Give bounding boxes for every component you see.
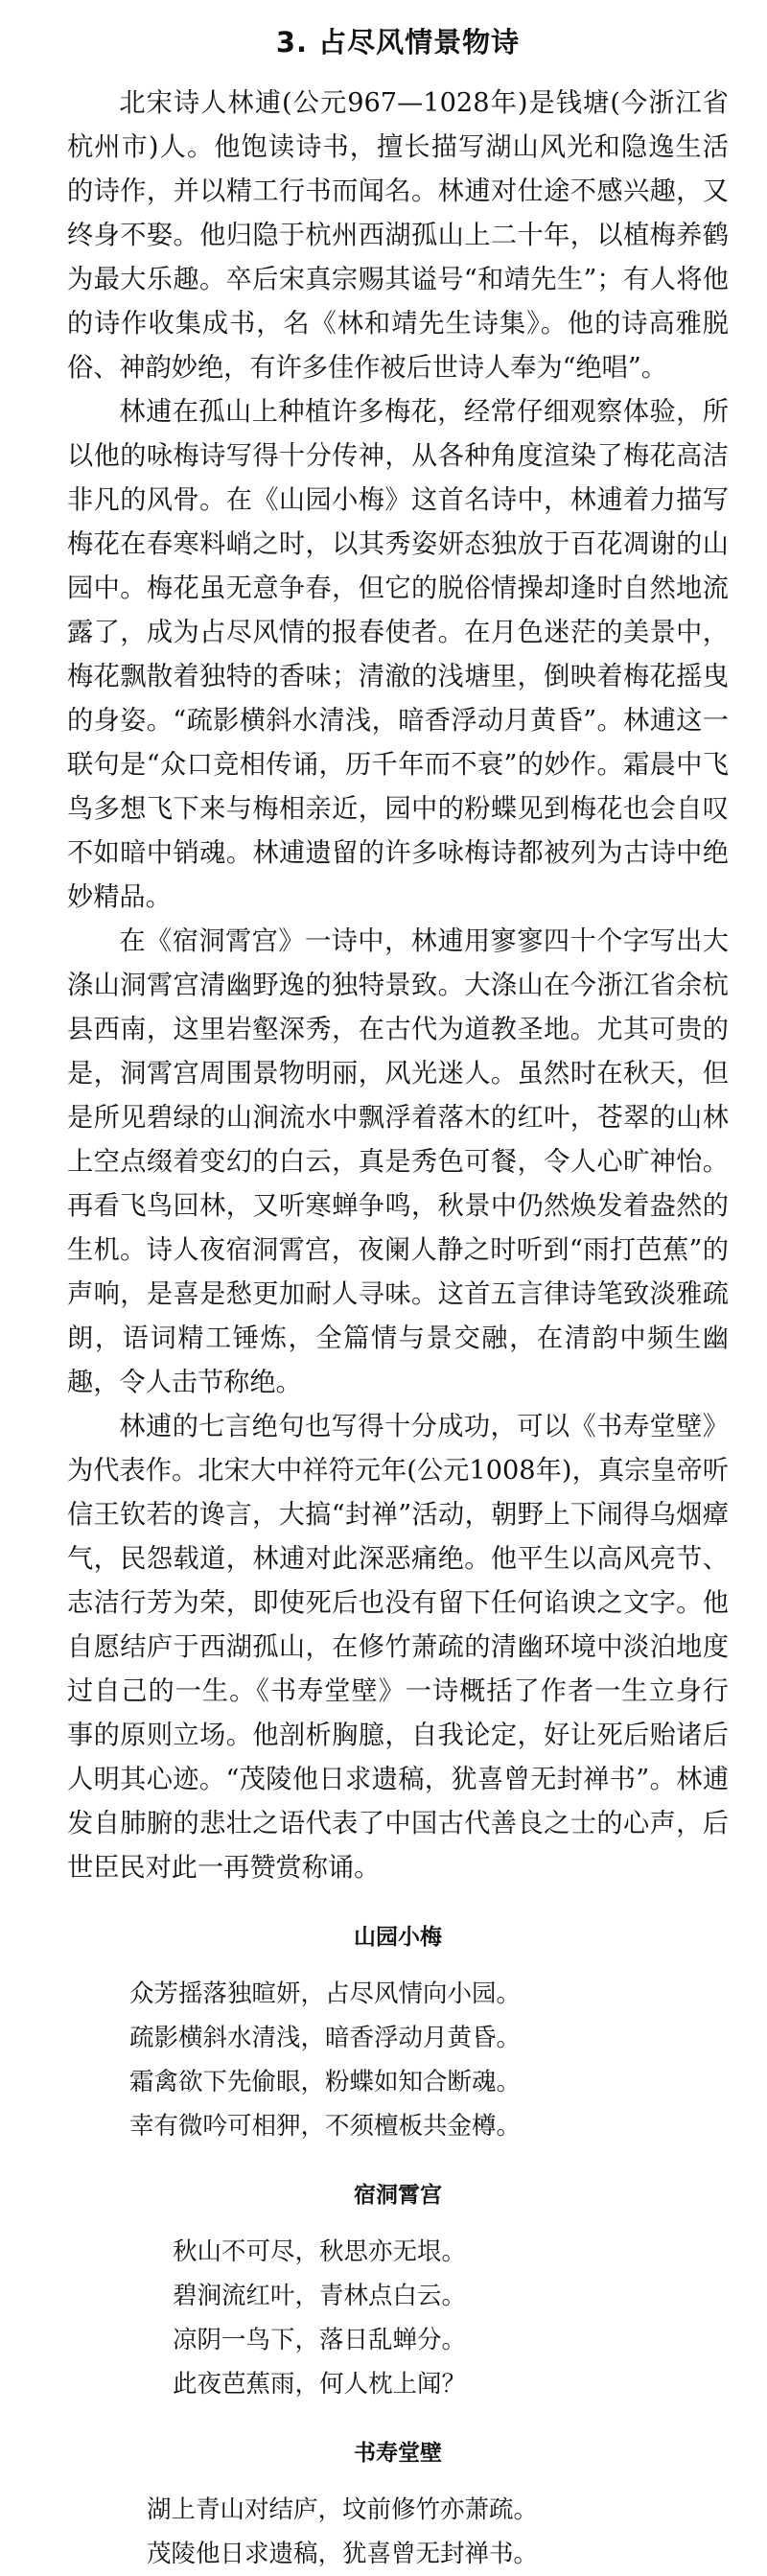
poem-shu-shou-tang-bi: [67, 2435, 729, 2576]
poem-title: 山园小梅: [354, 1925, 442, 1950]
poem-line: 此夜芭蕉雨，何人枕上闻？: [173, 2370, 467, 2399]
poem-su-dong-xiao-gong: [67, 2177, 729, 2406]
poem-line: 秋山不可尽，秋思亦无垠。: [173, 2237, 467, 2266]
section-title: 3. 占尽风情景物诗: [275, 26, 521, 59]
poem-line: 众芳摇落独暄妍，占尽风情向小园。: [129, 1979, 522, 2008]
document-page: [67, 0, 729, 2576]
paragraph-dongxiao-palace: 在《宿洞霄宫》一诗中，林逋用寥寥四十个字写出大涤山洞霄宫清幽野逸的独特景致。大涤山在今浙江省余杭县西南，这里岩壑深秀，在古代为道教圣地。尤其可贵的是，洞霄宫周围景物明丽，风光迷人。虽然时在秋天，但是所见碧绿的山涧流水中飘浮着落木的红叶，苍翠的山林上空点缀着变幻的白云，真是秀色可餐，令人心旷神怡。再看飞鸟回林，又听寒蝉争鸣，秋景中仍然焕发着盎然的生机。诗人夜宿洞霄宫，夜阑人静之时听到“雨打芭蕉”的声响，是喜是愁更加耐人寻味。这首五言律诗笔致淡雅疏朗，语词精工锤炼，全篇情与景交融，在清韵中频生幽趣，令人击节称绝。: [67, 926, 729, 1397]
poem-title: 宿洞霄宫: [354, 2183, 442, 2208]
poem-title: 书寿堂壁: [354, 2441, 442, 2466]
poem-line: 碧涧流红叶，青林点白云。: [173, 2282, 467, 2310]
paragraph-plum-poems: 林逋在孤山上种植许多梅花，经常仔细观察体验，所以他的咏梅诗写得十分传神，从各种角度渲染了梅花高洁非凡的风骨。在《山园小梅》这首名诗中，林逋着力描写梅花在春寒料峭之时，以其秀姿妍态独放于百花凋谢的山园中。梅花虽无意争春，但它的脱俗情操却逢时自然地流露了，成为占尽风情的报春使者。在月色迷茫的美景中，梅花飘散着独特的香味；清澈的浅塘里，倒映着梅花摇曳的身姿。“疏影横斜水清浅，暗香浮动月黄昏”。林逋这一联句是“众口竞相传诵，历千年而不衰”的妙作。霜晨中飞鸟多想飞下来与梅相亲近，园中的粉蝶见到梅花也会自叹不如暗中销魂。林逋遗留的许多咏梅诗都被列为古诗中绝妙精品。: [67, 397, 729, 912]
poem-body: [67, 1972, 729, 2148]
poem-line: 湖上青山对结庐，坟前修竹亦萧疏。: [147, 2495, 539, 2524]
poem-line: 茂陵他日求遗稿，犹喜曾无封禅书。: [147, 2540, 539, 2568]
poem-body: [67, 2488, 729, 2576]
poem-line: 霜禽欲下先偷眼，粉蝶如知合断魂。: [129, 2068, 522, 2096]
paragraph-intro: 北宋诗人林逋(公元967—1028年)是钱塘(今浙江省杭州市)人。他饱读诗书，擅长描写湖山风光和隐逸生活的诗作，并以精工行书而闻名。林逋对仕途不感兴趣，又终身不娶。他归隐于杭州西湖孤山上二十年，以植梅养鹤为最大乐趣。卒后宋真宗赐其谥号“和靖先生”；有人将他的诗作收集成书，名《林和靖先生诗集》。他的诗高雅脱俗、神韵妙绝，有许多佳作被后世诗人奉为“绝唱”。: [67, 88, 729, 383]
poem-shan-yuan-xiao-mei: [67, 1919, 729, 2148]
poem-body: [67, 2230, 729, 2406]
paragraph-shoutang-wall: 林逋的七言绝句也写得十分成功，可以《书寿堂壁》为代表作。北宋大中祥符元年(公元1008年)，真宗皇帝听信王钦若的谗言，大搞“封禅”活动，朝野上下闹得乌烟瘴气，民怨载道，林逋对此深恶痛绝。他平生以高风亮节、志洁行芳为荣，即使死后也没有留下任何谄谀之文字。他自愿结庐于西湖孤山，在修竹萧疏的清幽环境中淡泊地度过自己的一生。《书寿堂壁》一诗概括了作者一生立身行事的原则立场。他剖析胸臆，自我论定，好让死后贻诸后人明其心迹。“茂陵他日求遗稿，犹喜曾无封禅书”。林逋发自肺腑的悲壮之语代表了中国古代善良之士的心声，后世臣民对此一再赞赏称诵。: [67, 1412, 729, 1883]
poem-line: 凉阴一鸟下，落日乱蝉分。: [173, 2326, 467, 2354]
poem-line: 疏影横斜水清浅，暗香浮动月黄昏。: [129, 2024, 522, 2052]
poem-line: 幸有微吟可相狎，不须檀板共金樽。: [129, 2112, 522, 2141]
